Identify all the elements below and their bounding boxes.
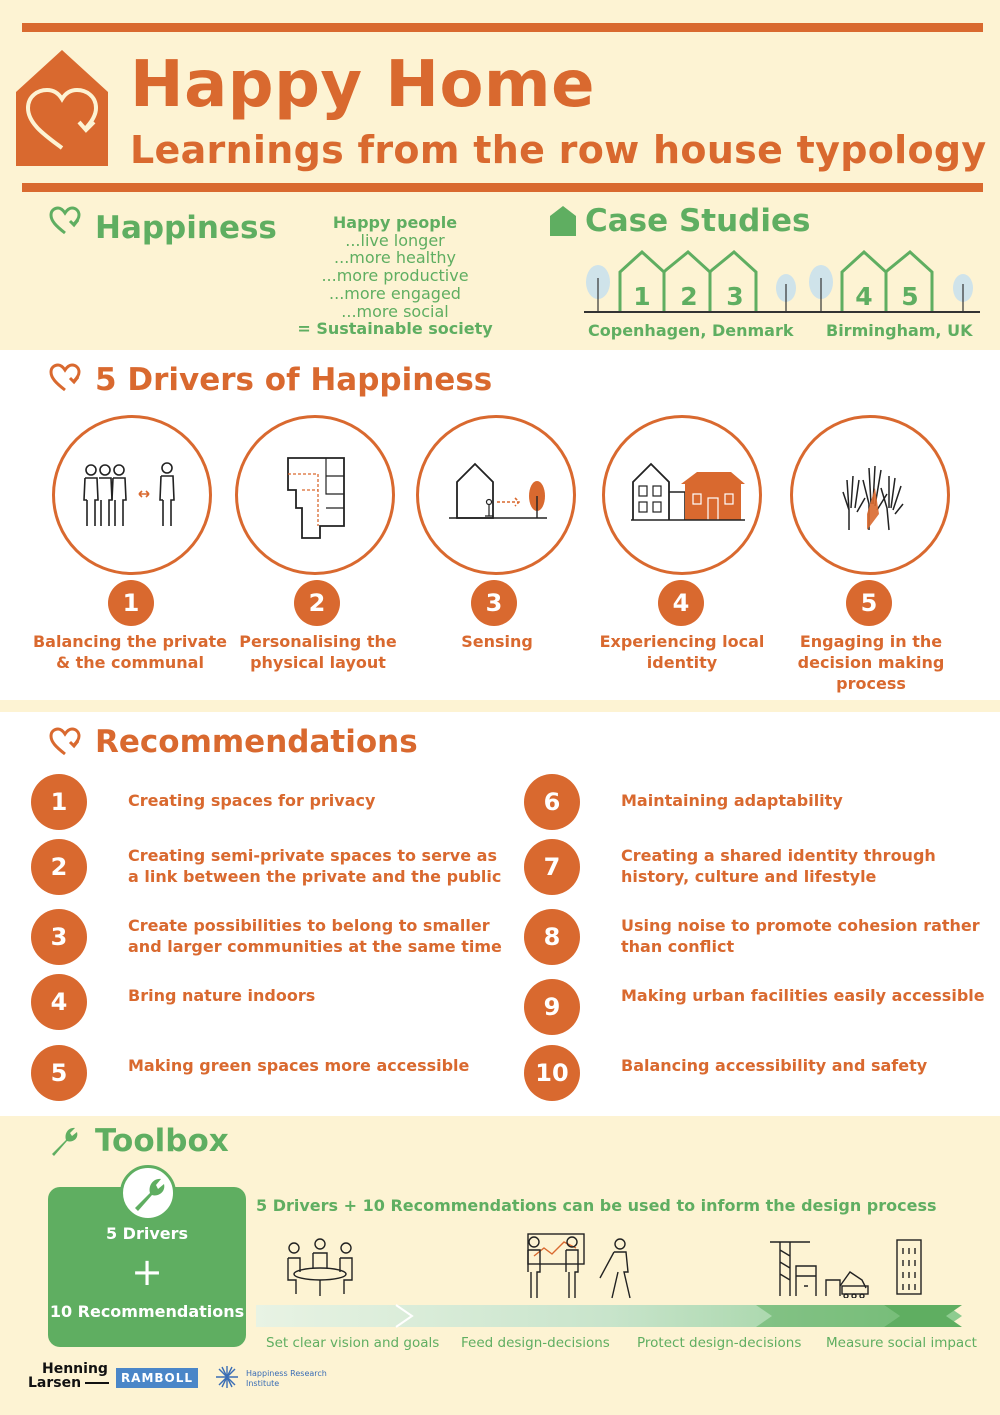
- happiness-title: Happiness: [95, 210, 277, 246]
- wrench-badge-icon: [120, 1165, 176, 1221]
- driver-number-3: 3: [471, 580, 517, 626]
- heart-icon: [48, 362, 82, 394]
- wrench-icon: [48, 1124, 82, 1158]
- house-number: 1: [633, 282, 651, 311]
- rec-text-7: Creating a shared identity through history, culture and lifestyle: [621, 846, 936, 886]
- local-buildings-icon: [605, 418, 759, 572]
- hri-logo-text: [246, 1369, 327, 1389]
- driver-label-2: Personalising the physical layout: [239, 632, 397, 672]
- driver-circle-3: [416, 415, 576, 575]
- henning-line: Henning: [42, 1361, 108, 1377]
- process-arrow: [256, 1303, 966, 1329]
- case-studies-title: Case Studies: [585, 203, 811, 239]
- driver-circle-2: [235, 415, 395, 575]
- driver-circle-4: [602, 415, 762, 575]
- rec-number-3: 3: [31, 909, 87, 965]
- driver-circle-5: [790, 415, 950, 575]
- larsen-word: Larsen: [28, 1375, 82, 1391]
- step-label-2: Feed design-decisions: [461, 1335, 610, 1351]
- rec-number-8: 8: [524, 909, 580, 965]
- rec-text-3: Create possibilities to belong to smaller and larger communities at the same time: [128, 916, 502, 956]
- happy-line: ...more productive: [321, 266, 469, 286]
- driver-label-1: Balancing the private & the communal: [32, 632, 228, 672]
- presentation-people-icon: [520, 1228, 640, 1300]
- people-group-icon: [55, 418, 209, 572]
- happiness-list: [290, 214, 500, 338]
- tall-building-icon: [895, 1238, 925, 1296]
- rec-number-1: 1: [31, 774, 87, 830]
- toolbox-recommendations-label: 10 Recommendations: [49, 1302, 245, 1321]
- driver-label-3: Sensing: [461, 632, 533, 651]
- rec-number-2: 2: [31, 839, 87, 895]
- driver-number-4: 4: [658, 580, 704, 626]
- rec-number-4: 4: [31, 974, 87, 1030]
- larsen-line: [28, 1376, 109, 1390]
- meeting-table-icon: [280, 1236, 360, 1298]
- house-heart-logo-icon: [16, 50, 108, 166]
- driver-circle-1: [52, 415, 212, 575]
- case-location-copenhagen: Copenhagen, Denmark: [588, 321, 794, 340]
- heart-icon: [48, 205, 82, 237]
- henning-larsen-logo: [28, 1362, 109, 1390]
- hri-line: Institute: [246, 1379, 280, 1388]
- happy-line: Happy people: [332, 213, 458, 232]
- drivers-title: 5 Drivers of Happiness: [95, 362, 493, 398]
- driver-number-5: 5: [846, 580, 892, 626]
- bottom-rule: [22, 183, 983, 192]
- page-subtitle: Learnings from the row house typology: [130, 128, 987, 172]
- rec-text-8: Using noise to promote cohesion rather than conflict: [621, 916, 980, 956]
- happy-line: ...more engaged: [329, 283, 461, 303]
- toolbox-drivers-label: 5 Drivers: [105, 1224, 189, 1243]
- toolbox-plus: +: [131, 1250, 163, 1294]
- recommendations-title: Recommendations: [95, 724, 418, 760]
- driver-number-1: 1: [108, 580, 154, 626]
- happy-line: = Sustainable society: [297, 319, 493, 339]
- heart-icon: [48, 726, 82, 758]
- driver-label-4: Experiencing local identity: [599, 632, 765, 672]
- rec-text-9: Making urban facilities easily accessible: [621, 986, 985, 1005]
- top-rule: [22, 23, 983, 32]
- rec-text-5: Making green spaces more accessible: [128, 1056, 470, 1075]
- ramboll-logo: RAMBOLL: [116, 1368, 198, 1388]
- happy-line: ...live longer: [345, 230, 445, 250]
- happiness-research-institute-logo-icon: [214, 1364, 240, 1390]
- house-sensing-tree-icon: [419, 418, 573, 572]
- house-number: 5: [901, 282, 919, 311]
- step-label-3: Protect design-decisions: [637, 1335, 802, 1351]
- driver-label-5: Engaging in the decision making process: [797, 632, 945, 693]
- house-icon: [550, 206, 576, 236]
- logo-rule: [85, 1382, 109, 1384]
- rec-text-1: Creating spaces for privacy: [128, 791, 376, 810]
- toolbox-caption: 5 Drivers + 10 Recommendations can be used to inform the design process: [256, 1196, 937, 1215]
- rec-number-6: 6: [524, 774, 580, 830]
- raised-hands-icon: [793, 418, 947, 572]
- happy-line: ...more healthy: [334, 248, 456, 268]
- rec-text-6: Maintaining adaptability: [621, 791, 843, 810]
- construction-site-icon: [766, 1236, 874, 1298]
- floor-plan-icon: [238, 418, 392, 572]
- rec-number-5: 5: [31, 1045, 87, 1101]
- step-label-4: Measure social impact: [826, 1335, 977, 1351]
- happy-line: ...more social: [341, 301, 449, 321]
- rec-text-2: Creating semi-private spaces to serve as a link between the private and the public: [128, 846, 502, 886]
- toolbox-title: Toolbox: [95, 1123, 229, 1159]
- hri-line: Happiness Research: [246, 1369, 327, 1378]
- rec-text-4: Bring nature indoors: [128, 986, 316, 1005]
- step-label-1: Set clear vision and goals: [266, 1335, 440, 1351]
- rec-text-10: Balancing accessibility and safety: [621, 1056, 928, 1075]
- house-number: 3: [726, 282, 744, 311]
- rec-number-9: 9: [524, 979, 580, 1035]
- case-location-birmingham: Birmingham, UK: [826, 321, 973, 340]
- driver-number-2: 2: [294, 580, 340, 626]
- rec-number-10: 10: [524, 1045, 580, 1101]
- house-number: 2: [680, 282, 698, 311]
- house-number: 4: [855, 282, 873, 311]
- page-title: Happy Home: [130, 48, 595, 122]
- rec-number-7: 7: [524, 839, 580, 895]
